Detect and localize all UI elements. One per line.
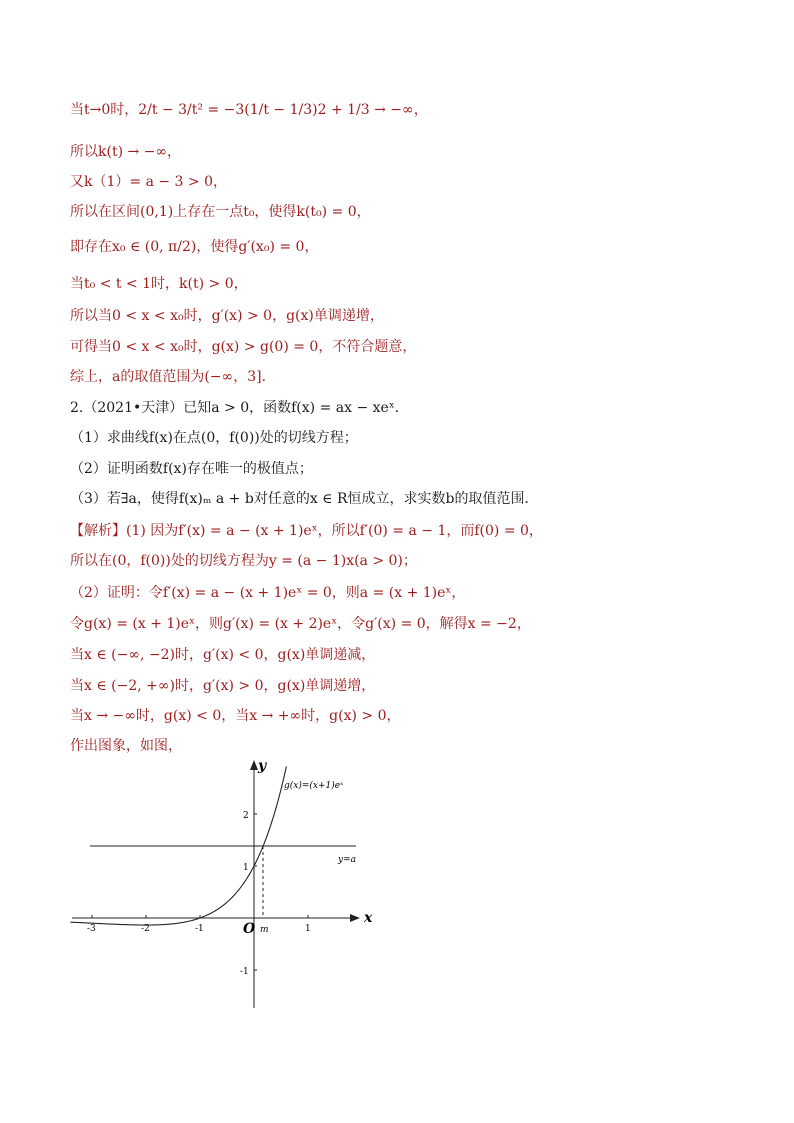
x-tick-label: -2 [141,924,150,934]
text-line: 作出图象，如图， [70,738,182,754]
x-axis-arrow [350,914,360,922]
text-line: 即存在x₀ ∈ (0, π/2)，使得g′(x₀) = 0， [70,239,319,255]
text-line: 2.（2021•天津）已知a > 0，函数f(x) = ax − xeˣ． [70,400,409,416]
text-line: 所以在(0，f(0))处的切线方程为y = (a − 1)x(a > 0)； [70,553,417,569]
y-tick-label: -1 [240,967,249,977]
y-tick-label: 2 [243,811,249,821]
text-line: 当x ∈ (−2, +∞)时，g′(x) > 0，g(x)单调递增， [70,678,376,694]
y-axis-arrow [250,760,258,770]
x-axis-label: x [364,910,373,926]
x-tick-label: -3 [87,924,96,934]
text-line: （2）证明：令f′(x) = a − (x + 1)eˣ = 0，则a = (x + 1)eˣ， [70,585,466,601]
x-tick-label: -1 [195,924,204,934]
text-line: 所以k(t) → −∞， [70,144,182,160]
text-line: （3）若∃a，使得f(x)ₘ a + b对任意的x ∈ R恒成立，求实数b的取值范围． [70,491,539,507]
text-line: 【解析】(1) 因为f′(x) = a − (x + 1)eˣ，所以f′(0) = a − 1，而f(0) = 0， [70,523,543,539]
text-line: （2）证明函数f(x)存在唯一的极值点； [70,461,313,477]
text-line: 当t₀ < t < 1时，k(t) > 0， [70,276,248,292]
text-line: 当x → −∞时，g(x) < 0，当x → +∞时，g(x) > 0， [70,708,401,724]
text-line: 令g(x) = (x + 1)eˣ，则g′(x) = (x + 2)eˣ，令g′(x) = 0，解得x = −2， [70,616,531,632]
text-line: 当t→0时，2/t − 3/t² = −3(1/t − 1/3)2 + 1/3 → −∞， [70,102,428,118]
x-tick-label: 1 [305,924,311,934]
origin-label: O [243,921,256,937]
text-line: 又k（1）= a − 3 > 0， [70,174,227,190]
text-line: 当x ∈ (−∞, −2)时，g′(x) < 0，g(x)单调递减， [70,647,376,663]
line-a-label: y=a [338,855,356,865]
curve-label: g(x)=(x+1)eˣ [284,781,344,791]
text-line: （1）求曲线f(x)在点(0，f(0))处的切线方程； [70,430,358,446]
function-graph [70,758,380,1013]
text-line: 综上，a的取值范围为(−∞，3]． [70,369,276,385]
m-label: m [260,925,269,935]
y-tick-label: 1 [243,863,249,873]
text-line: 所以在区间(0,1)上存在一点t₀，使得k(t₀) = 0， [70,204,371,220]
y-axis-label: y [258,758,267,774]
text-line: 所以当0 < x < x₀时，g′(x) > 0，g(x)单调递增， [70,308,384,324]
text-line: 可得当0 < x < x₀时，g(x) > g(0) = 0，不符合题意， [70,339,417,355]
